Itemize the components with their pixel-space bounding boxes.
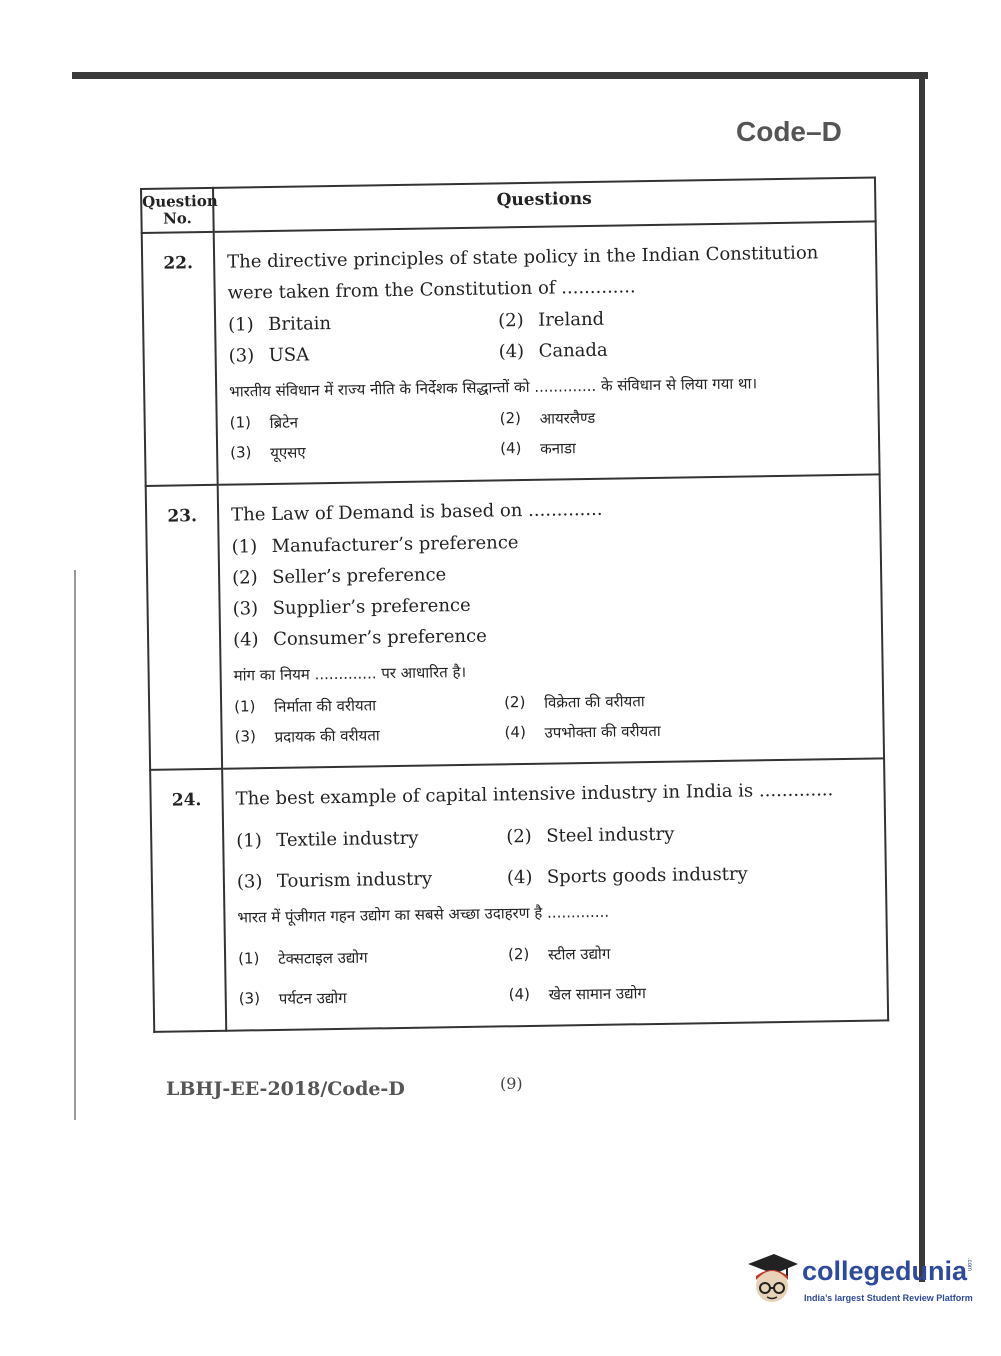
option-text: Textile industry xyxy=(276,827,419,851)
option-number: (2) xyxy=(506,825,532,848)
options-hi xyxy=(234,688,875,748)
top-border-rule xyxy=(72,72,928,79)
option-item xyxy=(237,867,507,892)
option-item xyxy=(239,985,509,1009)
option-item xyxy=(230,409,500,433)
options-hi xyxy=(238,940,879,1010)
collegedunia-logo[interactable] xyxy=(744,1250,974,1310)
option-text: Manufacturer’s preference xyxy=(271,532,519,557)
option-text: उपभोक्ता की वरीयता xyxy=(544,721,661,742)
question-row xyxy=(146,474,884,769)
option-item xyxy=(238,945,508,969)
option-text: पर्यटन उद्योग xyxy=(278,988,347,1008)
question-stem-en: The Law of Demand is based on ............. xyxy=(230,498,603,526)
option-number: (1) xyxy=(231,536,258,558)
question-row xyxy=(142,221,880,485)
question-stem-en: The directive principles of state policy in the Indian Constitution were taken from the Constitution of ............. xyxy=(227,242,819,304)
question-stem-en: The best example of capital intensive industry in India is ............. xyxy=(235,779,834,810)
logo-domain-suffix: .com xyxy=(966,1258,972,1272)
option-item xyxy=(498,305,868,332)
option-text: Sports goods industry xyxy=(546,863,748,888)
options-en xyxy=(236,821,877,893)
option-item xyxy=(232,558,872,589)
option-item xyxy=(233,620,873,651)
option-item xyxy=(508,940,878,966)
option-number: (3) xyxy=(228,345,255,367)
option-item xyxy=(228,310,498,335)
option-text: Canada xyxy=(538,339,608,362)
question-row xyxy=(150,758,888,1031)
question-number: 22. xyxy=(142,232,218,486)
option-text: Consumer’s preference xyxy=(272,625,487,650)
footer-paper-code: LBHJ-EE-2018/Code-D xyxy=(166,1078,405,1100)
option-number: (1) xyxy=(234,697,256,716)
option-item xyxy=(234,723,504,747)
option-text: Steel industry xyxy=(546,823,675,847)
option-item xyxy=(234,693,504,717)
option-item xyxy=(509,979,879,1005)
question-body xyxy=(214,221,880,484)
question-body xyxy=(218,474,884,768)
logo-tagline: India’s largest Student Review Platform xyxy=(804,1293,973,1303)
option-text: आयरलैण्ड xyxy=(539,408,596,428)
option-text: निर्माता की वरीयता xyxy=(274,696,377,716)
option-item xyxy=(504,718,874,744)
option-item xyxy=(236,826,506,851)
options-en xyxy=(228,305,869,367)
option-text: Seller’s preference xyxy=(271,564,447,588)
option-number: (1) xyxy=(236,830,262,852)
option-number: (4) xyxy=(508,984,531,1004)
option-item xyxy=(230,439,500,463)
option-item xyxy=(507,862,877,889)
option-item xyxy=(498,336,868,363)
option-number: (2) xyxy=(231,567,258,589)
option-number: (4) xyxy=(232,629,259,651)
question-table xyxy=(140,176,889,1032)
code-header: Code–D xyxy=(736,116,842,147)
options-en xyxy=(231,527,873,651)
questions-header: Questions xyxy=(213,177,876,231)
option-text: यूएसए xyxy=(270,443,306,462)
option-number: (4) xyxy=(506,866,533,889)
left-border-rule xyxy=(74,570,76,1120)
question-body xyxy=(222,758,888,1030)
option-item xyxy=(228,341,498,366)
option-number: (2) xyxy=(503,693,526,712)
option-number: (2) xyxy=(507,944,530,964)
option-item xyxy=(504,688,874,714)
option-number: (4) xyxy=(499,439,522,458)
option-number: (3) xyxy=(230,443,252,462)
option-number: (3) xyxy=(234,727,257,746)
graduate-mascot-icon xyxy=(744,1250,800,1306)
option-text: USA xyxy=(268,344,310,366)
logo-wordmark: collegedunia xyxy=(802,1256,968,1286)
right-border-rule xyxy=(919,72,925,1282)
question-number: 23. xyxy=(146,485,222,770)
option-item xyxy=(506,821,876,848)
question-no-header: Question No. xyxy=(141,188,214,233)
option-number: (3) xyxy=(236,871,263,893)
option-text: विक्रेता की वरीयता xyxy=(543,692,645,712)
option-text: Tourism industry xyxy=(276,868,433,892)
question-number: 24. xyxy=(150,769,226,1032)
option-item xyxy=(500,434,870,460)
question-stem-hi: भारत में पूंजीगत गहन उद्योग का सबसे अच्छा उदाहरण है ............. xyxy=(237,902,610,927)
option-item xyxy=(232,589,872,620)
question-stem-hi: मांग का नियम ............. पर आधारित है। xyxy=(233,662,467,685)
option-item xyxy=(500,404,870,430)
option-number: (4) xyxy=(504,723,526,742)
option-text: Ireland xyxy=(537,308,605,331)
option-text: Britain xyxy=(267,313,332,336)
option-number: (2) xyxy=(499,409,522,428)
question-stem-hi: भारतीय संविधान में राज्य नीति के निर्देशक सिद्धान्तों को ............. के संविधान से लिया गया था। xyxy=(229,374,758,401)
option-number: (4) xyxy=(498,340,525,363)
option-number: (3) xyxy=(238,989,261,1008)
option-text: टेक्सटाइल उद्योग xyxy=(277,948,368,968)
option-number: (1) xyxy=(229,413,252,432)
option-text: प्रदायक की वरीयता xyxy=(274,726,380,746)
option-number: (3) xyxy=(232,598,259,620)
page-number: (9) xyxy=(500,1074,523,1093)
option-text: ब्रिटेन xyxy=(269,413,299,432)
option-item xyxy=(231,527,871,558)
option-number: (2) xyxy=(497,309,524,332)
option-text: Supplier’s preference xyxy=(272,594,471,619)
option-text: स्टील उद्योग xyxy=(547,944,611,964)
option-text: कनाडा xyxy=(540,439,576,458)
option-number: (1) xyxy=(227,314,254,336)
question-sheet xyxy=(140,176,889,1032)
option-text: खेल सामान उद्योग xyxy=(548,984,647,1004)
option-number: (1) xyxy=(237,949,260,968)
options-hi xyxy=(230,404,871,464)
